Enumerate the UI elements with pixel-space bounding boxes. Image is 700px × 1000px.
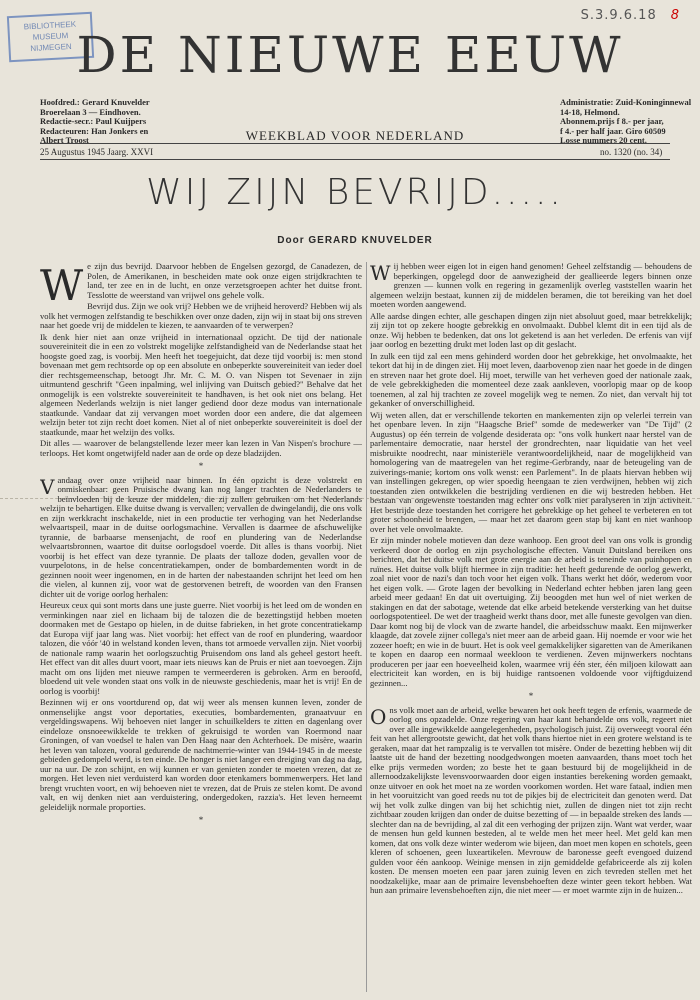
- article-column-right: [370, 262, 692, 992]
- paragraph: Wij weten allen, dat er verschillende tekorten en mankementen zijn op velerlei terrein van het openbare leven. In zijn "Haagsche Brief" somde de medewerker van "De Tijd" (2 Augustus) op één terrein de volgende desiderata op: "ons volk hunkert naar herstel van de parlementaire democratie, naar herstel der grondrechten, naar liquidatie van het veel misbruikte noodrecht, naar ministeriële verantwoordelijkheid, naar de mogelijkheid van homologering van de maatregelen van het regime-Gerbrandy, naar de beteugeling van de zuiverings-manie; kortom ons volk wenst: een Parlement". In de plaats hiervan hebben wij van instellingen gekregen, op wier spoedig heengaan te zien verdwijnen, hebben wij zich toestanden zien ontwikkelen die bestrijding verdienen en die wij bestreden hebben. Het bestaan van ongewenste toestanden mag echter ons volk niet paralyseren in zijn activiteit. Het bestrijde deze toestanden het corrigere het gebrekkige op het geheel te verbeteren en tot groter schoonheid te brengen, — maar het zet daarom geen stap bij kant en niet wanhoop over het vele onvolmaakte.: [370, 409, 692, 534]
- dateline: 25 Augustus 1945 Jaarg. XXVI: [40, 147, 154, 157]
- paragraph: Er zijn minder nobele motieven dan deze wanhoop. Een groot deel van ons volk is grondig verkeerd door de oorlog en zijn psychologische effecten. Vanuit Duitsland bereiken ons berichten, dat het duitse volk met grote energie aan de arbeid is teneinde van puinhopen en ruïnes. Het duitse volk blijft hiermee in zijn traditie: het heeft gedurende de oorlog gewerkt, zoal niet voor de nazi's dan toch voor het eigen volk. Thans werkt het dóór, wederom voor het eigen volk. — Grote lagen der bevolking in Nederland echter hebben jaren lang geen arbeid meer gedaan! En dat uit overtuiging. Zij beoogden met hun wel of niet werken de stakingen en dat der sabotage, wetende dat elke arbeid betekende versterking van het duitse oorlogspotentieel. De wet der traagheid werkt thans door, met alle funeste gevolgen van dien. Daar komt nog bij de vlock van de zwarte handel, die arbeidsschuw maakt. Een mijnwerker klaagde, dat zovele zijner collega's niet meer aan de arbeid gaan. Hij noemde er voor wie het zozeer hoeft; en wie in de buurt. Het is ook veel gemakkelijker sigaretten van de Amerikanen te kopen en daarop een normaal weekloon te verdienen. Zeven mijnwerkers nochtans produceren per jaar een hoeveelheid kolen, waarmee vrij één ster, één miljoen kilowatt aan electriciteit kan worden, en is bij huidige rantsoenen voldoende voor vijftigduizend gezinnen...: [370, 535, 692, 688]
- editorial-info: [40, 98, 230, 146]
- administration-info: [560, 98, 700, 146]
- section-separator: *: [198, 815, 204, 825]
- masthead-tagline: WEEKBLAD VOOR NEDERLAND: [245, 128, 465, 143]
- library-stamp: BIBLIOTHEEK MUSEUM NIJMEGEN: [7, 12, 94, 62]
- section-separator: *: [528, 691, 534, 701]
- paragraph: Vandaag over onze vrijheid naar binnen. In één opzicht is deze volstrekt en onmiskenbaar: geen Pruisische dwang kan nog langer trachten de Nederlanders te beïnvloeden bij de keuze der middelen, die zij zullen gebruiken om het Nederlands welzijn te behartigen. Elke duitse dwang is vervallen; vervallen de dwingelandij, die ons volk en zijn werkkracht inschakelde, niet in een productie ter verhoging van het Nederlandse welvaartspeil, maar in de duitse oorlogsmachine. Vervallen is daarmee de afschuwelijke tyrannie, de barbaarse mensenjacht, de roof en plundering van de Nederlandse welvaartsbronnen, waartoe dit duitse oorlogsdoel voerde. Dit alles is thans voorbij. Niet voorbij is het effect van deze tyrannie. De plaats der talloze doden, gevallen voor de vuurpelotons, in de helse concentratiekampen, onder de bombardementen wordt in de gezinnen nooit weer ingenomen, en in de harten der nabestaanden schrijnt het leed om hen die vielen, al kunnen zij, voor wat de gestorvenen betreft, de woorden van den Fransen dichter uit de vorige oorlog herhalen:: [40, 474, 362, 599]
- masthead-title: DE NIEUWE EEUW: [76, 26, 624, 84]
- paragraph: Heureux ceux qui sont morts dans une juste guerre. Niet voorbij is het leed om de wonden en verminkingen naar ziel en lichaam bij de talozen die de bezettingstijd hebben moeten doormaken met de Gestapo op hielen, in de duitse fabrieken, in het grote concentratiekamp dat Europa vijf jaar lang was. Niet voorbij: het effect van de roof en plundering, waardoor talozen, die vóór '40 in welstand konden leven, thans tot armoede vervallen zijn. Niet voorbij de nationale ramp waarin het oorlogszuchtig Pruisendom ons land als geheel gestort heeft. Het effect van dit alles duurt voort, maar iets nieuws kan de Pruis er niet aan toevoegen. Zijn macht om ons lijden met nieuwe rampen te vermeerderen is gebroken. Arm en beroofd, bloedend uit vele wonden staat ons volk in de nieuwste geschiedenis, maar het is vrij! En de oorlog is voorbij!: [40, 600, 362, 696]
- paragraph: Dit alles — waarover de belangstellende lezer meer kan lezen in Van Nispen's brochure — terloops. Het komt ongetwijfeld nader aan de orde op deze bladzijden.: [40, 438, 362, 458]
- editor-line: Albert Troost: [40, 135, 89, 145]
- issue-number: no. 1320 (no. 34): [600, 147, 663, 157]
- column-divider: [366, 262, 367, 992]
- paragraph: Wij hebben weer eigen lot in eigen hand genomen! Geheel zelfstandig — behoudens de beperkingen, opgelegd door de aanwezigheid der geallieerde legers binnen onze grenzen — kunnen volk en regering in gezamenlijk overleg vaststellen waarin het algemeen welzijn bestaat, kunnen zij de middelen beramen, die tot bereiking van het doel moeten worden aangewend.: [370, 262, 692, 309]
- admin-line: Losse nummers 20 cent.: [560, 135, 647, 145]
- section-separator: *: [198, 461, 204, 471]
- drop-cap: W: [40, 262, 84, 310]
- rule-bottom: [40, 159, 670, 160]
- paragraph: Ik denk hier niet aan onze vrijheid in internationaal opzicht. De tijd der nationale souvereiniteit die in een zo volstrekt mogelijke zelfstandigheid van de Nederlandse staat het hoogste goed zag, is voorbij. Men heeft het toegejuicht, dat deze tijd voorbij is: men stond bovenaan met gem rechtsorde op op een absolute en onbeperkte souvereiniteit van ieder doel dier rechtsgemeenschap, betoogt Jhr. Mr. C. M. O. van Nispen tot Sevenaer in zijn uitmuntend geschrift "Geen inpalming, wel inlijving van Duitsch gebied?" Behalve dat het onmogelijk is een volstrekte souvereiniteit te handhaven, is het ook niet ons belang. Het algemeen Nederlands welzijn is niet langer gediend door deze modus van internationale staatkunde. Vandaar dat zij vervangen moet worden door een andere, die dat algemeen welzijn beter tot zijn recht doet komen. Niet al of niet onbeperkte souvereiniteit is doel der staatkunde, maar het welzijn des volks.: [40, 331, 362, 437]
- pencil-notes: [581, 8, 680, 23]
- paragraph: We zijn dus bevrijd. Daarvoor hebben de Engelsen gezorgd, de Canadezen, de Polen, de Amerikanen, in bescheiden mate ook onze eigen strijdkrachten te land, ter zee en in de lucht, en onze verzetsgroepen achter het duitse front. Tesslotte de weerstand van vrijwel ons gehele volk.: [40, 262, 362, 310]
- drop-cap: W: [370, 262, 391, 285]
- editor-line: Redacteuren: Han Jonkers en: [40, 125, 149, 136]
- drop-cap: V: [40, 474, 55, 499]
- admin-line: f 4.- per half jaar. Giro 60509: [560, 125, 666, 136]
- editor-line: Hoofdred.: Gerard Knuvelder: [40, 97, 150, 107]
- admin-line: Administratie: Zuid-Koninginnewal 14-18, Helmond.: [560, 97, 692, 117]
- catalog-number: S.3.9.6.18: [580, 8, 657, 23]
- red-mark: 8: [670, 8, 680, 23]
- editor-line: Broerelaan 3 — Eindhoven.: [40, 106, 141, 117]
- paragraph: Alle aardse dingen echter, alle geschapen dingen zijn niet absoluut goed, maar betrekkelijk; zij zijn tot op zekere hoogte gebrekkig en onvolmaakt. Dubbel klemt dit in een tijd als de onze. Wij hebben te bedenken, dat ons lot geketend is aan het verleden. De erfenis van vijf jaar oorlog en bezetting drukt met loden last op dit geslacht.: [370, 310, 692, 349]
- drop-cap: O: [370, 704, 387, 729]
- admin-line: Abonnem.prijs f 8.- per jaar,: [560, 116, 664, 126]
- paragraph: Bezinnen wij er ons voortdurend op, dat wij weer als mensen kunnen leven, zonder de onmenselijke angst voor deportaties, executies, bombardementen, granaatvuur en vergeldingswapens. Wij behoeven niet langer in schuilkelders te zitten en dagenlang over eindeloze onsnoeewikkelde te trekken of gekruisigd te worden van Roermond naar Groningen, of van voedsel te halen van Den Haag naar den Achterhoek. De misère, waarin het leven van talozen, vooral gedurende de nachtmerrie-winter van 1944-1945 in de meeste gebieden gedompeld werd, is ten einde. De honger is niet langer een dreiging van dag na dag, uur na uur. De zon schijnt, en wij kunnen er van genieten zonder te moeten vrezen, dat ze morgen. Het leven niet verduisterd kan worden door etenkamers bommenwerpers. Het land brengt vruchten voort, en wij behoeven niet te vrezen, dat de Pruis ze stelen komt. De avond valt, en wij denken niet aan verduistering, ondergedoken, razzia's. Het leven herneemt geleidelijk normale proporties.: [40, 697, 362, 812]
- paragraph: Bevrijd dus. Zijn we ook vrij? Hebben we de vrijheid heroverd? Hebben wij als volk het vermogen zelfstandig te beschikken over onze daden, zijn wij in staat bij ons streven naar het goede vrij de middelen te kiezen, te aanvaarden of te verwerpen?: [40, 301, 362, 330]
- article-headline: WIJ ZIJN BEVRIJD.....: [146, 172, 564, 213]
- article-byline: Door GERARD KNUVELDER: [277, 235, 433, 246]
- paragraph: Ons volk moet aan de arbeid, welke bewaren het ook heeft tegen de erfenis, waarmede de oorlog ons opzadelde. Onze regering van haar kant behandelde ons volk, regeert niet over alle ingewikkelde aangelegenheden, psychologisch juist. Zij overweegt vooral één feit van het allergrootste gewicht, dat het volk thans hiertoe niet in een grotere welstand is te geraken, maar dat het rampzalig is te vervallen tot misère. Onder de bezetting hebben wij dit laatste uit de hand der bezetting noodgedwongen moeten aanvaarden, thans moet toch het elke prijs vermeden worden; zo beste het te gaan bestuurd bij de mogelijkheid in de allernoodzakelijkste levensvoorwaarden door eigen instanties berekening worden gemaakt, onze uitvoer en ook het moet na ze worden voorkomen worden. Het ware fataal, indien men in het vooruitzicht van goed reeds nu tot de pikjes bij de electriciteit dan genoten werd. Dat wij het volk zulke dingen van bij het schichtig niet, zullen de dingen niet tot zijn recht zichtbaar zouden krijgen dan onder de duitse bezetting of — in bepaalde streken des lands — slechter dan na de bevrijding, al zal dit een verhoging der prijzen zijn. Want wat verder, waar de mensen hun geld kunnen besteden, al te welde men het meer heel. Met geld kan men komen, dat ons volk deze winter wederom wie bijeen, dan moet men kopen en schotels, geen kleren of schoenen, geen luxeartikelen. Mevrouw de baronesse geeft evengoed duizend gulden voor één aankoop. Weinige mensen in zijn gemiddelde gefabriceerde als zij kolen kosten. De mensen moeten een paar jaren zuinig leven en zich tevreden stellen met het noodzakelijke, maar aan de primaire levensbehoeften deze winter geen tekort hebben. Wat hun aan primaire levensbehoeften zijn, die niet meer — er moet warmte zijn in de huizen...: [370, 704, 692, 895]
- paragraph: In zulk een tijd zal een mens gehinderd worden door het gebrekkige, het onvolmaakte, het tekort dat hij in de dingen ziet. Hij moet leven, daarbovenop zien naar het goede in de dingen en streven naar het grote doel. Hij moet, terwille van het verheven goed der nationale zaak, de vele gebrekkigheden die momenteel deze zaak aankleven, voorlopig maar op de koop toenemen, al zal hij trachten ze zoveel mogelijk weg te nemen. Zo niet, dan vervalt hij tot gekanker of onverschilligheid.: [370, 350, 692, 408]
- article-column-left: [40, 262, 362, 992]
- editor-line: Redactie-secr.: Paul Kuijpers: [40, 116, 147, 126]
- rule-top: [40, 143, 670, 144]
